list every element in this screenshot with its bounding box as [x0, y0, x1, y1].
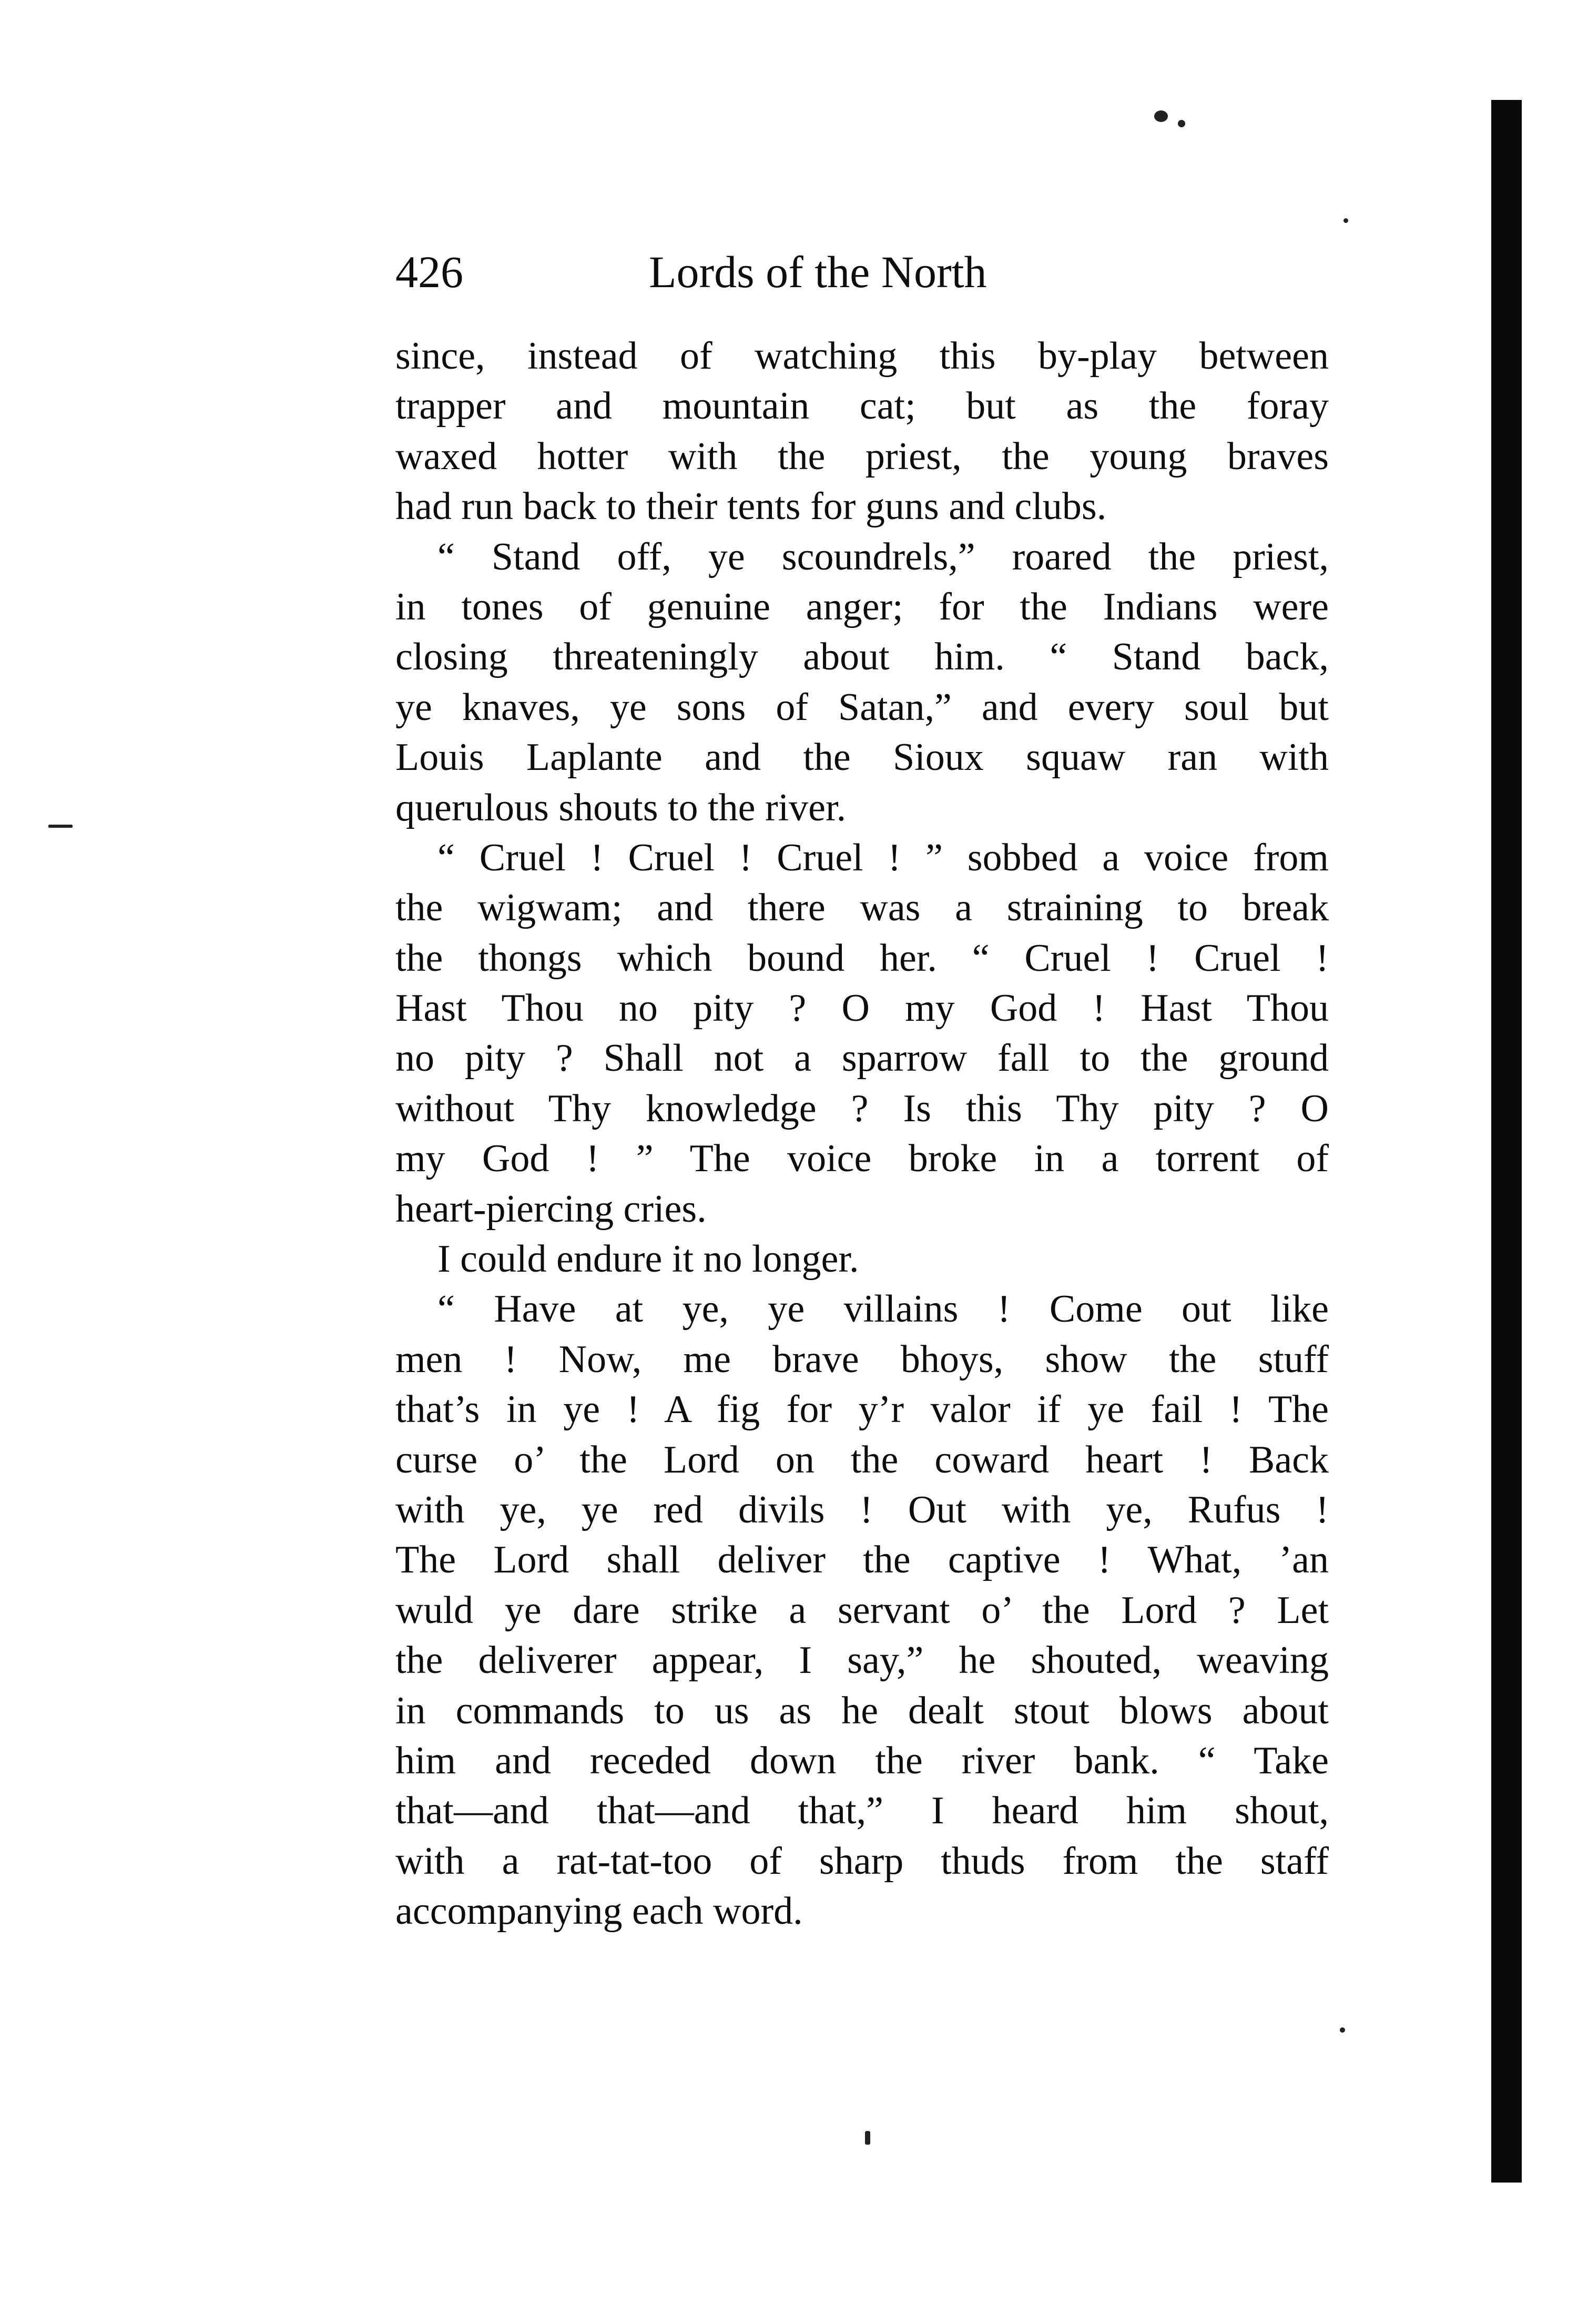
text-line: heart-piercing cries. — [395, 1187, 707, 1231]
text-line: Hast Thou no pity ? O my God ! Hast Thou — [395, 987, 1329, 1030]
text-line: “ Cruel ! Cruel ! Cruel ! ” sobbed a voice from — [437, 836, 1329, 879]
scan-speck — [1340, 2027, 1345, 2033]
text-line: querulous shouts to the river. — [395, 786, 847, 829]
text-line: wuld ye dare strike a servant o’ the Lord ? Let — [395, 1588, 1329, 1632]
text-line: curse o’ the Lord on the coward heart ! Back — [395, 1438, 1329, 1481]
text-line: I could endure it no longer. — [437, 1237, 859, 1281]
text-line: had run back to their tents for guns and clubs. — [395, 485, 1107, 529]
text-line: The Lord shall deliver the captive ! What, ’an — [395, 1538, 1329, 1582]
text-line: the deliverer appear, I say,” he shouted, weaving — [395, 1639, 1329, 1682]
text-line: trapper and mountain cat; but as the foray — [395, 384, 1329, 428]
body-text — [395, 331, 1329, 1937]
text-line: closing threateningly about him. “ Stand back, — [395, 635, 1329, 679]
scan-speck — [1154, 110, 1168, 122]
running-title: Lords of the North — [649, 247, 987, 297]
text-line: “ Have at ye, ye villains ! Come out like — [437, 1287, 1329, 1331]
text-line: with a rat-tat-too of sharp thuds from the staff — [395, 1839, 1329, 1883]
text-line: that—and that—and that,” I heard him shout, — [395, 1789, 1329, 1833]
text-line: waxed hotter with the priest, the young braves — [395, 434, 1329, 478]
text-line: in commands to us as he dealt stout blows about — [395, 1689, 1329, 1732]
scan-speck — [48, 825, 73, 828]
text-line: Louis Laplante and the Sioux squaw ran with — [395, 736, 1329, 779]
text-line: men ! Now, me brave bhoys, show the stuff — [395, 1337, 1329, 1381]
text-line: “ Stand off, ye scoundrels,” roared the priest, — [437, 535, 1329, 579]
running-head — [395, 243, 1084, 301]
text-line: the wigwam; and there was a straining to break — [395, 886, 1329, 930]
text-line: him and receded down the river bank. “ Take — [395, 1739, 1329, 1782]
text-line: the thongs which bound her. “ Cruel ! Cruel ! — [395, 936, 1329, 980]
text-line: that’s in ye ! A fig for y’r valor if ye fail ! The — [395, 1388, 1329, 1432]
page-edge-shadow — [1491, 100, 1522, 2183]
text-line: without Thy knowledge ? Is this Thy pity ? O — [395, 1087, 1329, 1130]
scan-speck — [865, 2131, 870, 2145]
text-line: ye knaves, ye sons of Satan,” and every soul but — [395, 685, 1329, 729]
page-number: 426 — [395, 247, 463, 297]
text-line: my God ! ” The voice broke in a torrent of — [395, 1137, 1329, 1181]
text-line: since, instead of watching this by-play between — [395, 334, 1329, 378]
scan-speck — [1178, 120, 1185, 127]
text-line: in tones of genuine anger; for the Indians were — [395, 585, 1329, 628]
text-line: accompanying each word. — [395, 1890, 803, 1933]
scan-speck — [1343, 218, 1348, 223]
text-line: no pity ? Shall not a sparrow fall to the ground — [395, 1037, 1329, 1080]
text-line: with ye, ye red divils ! Out with ye, Rufus ! — [395, 1488, 1329, 1531]
